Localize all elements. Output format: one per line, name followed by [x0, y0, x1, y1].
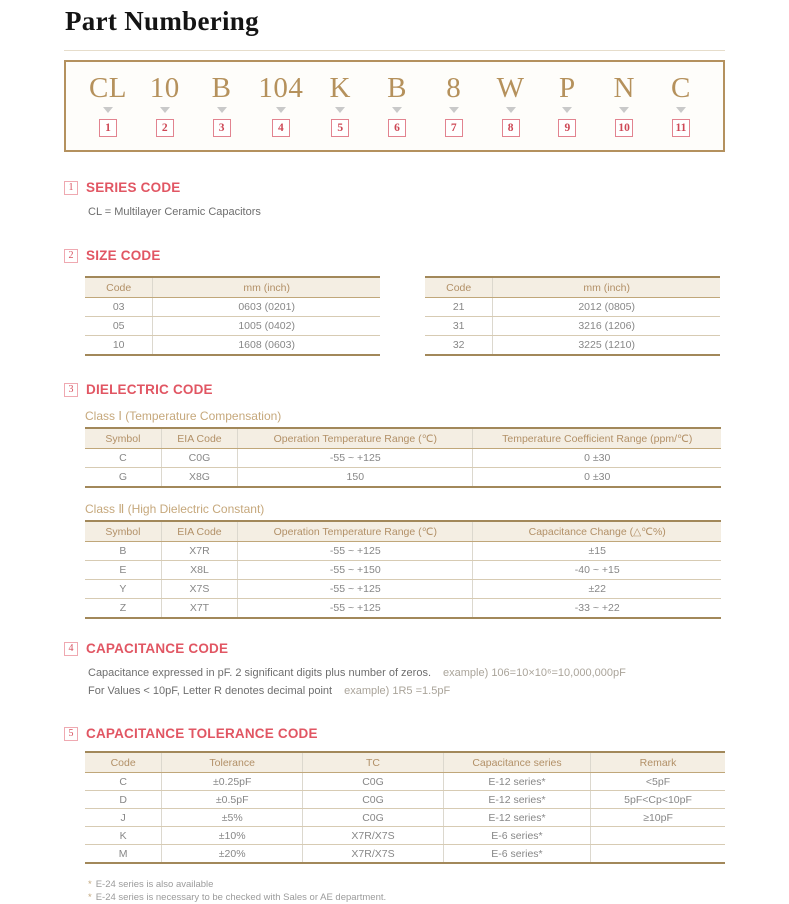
- table-cell: X8G: [161, 468, 237, 488]
- table-row: [425, 298, 720, 317]
- arrow-down-icon: [217, 107, 227, 113]
- column-header: Temperature Coefficient Range (ppm/℃): [473, 428, 721, 449]
- table-cell: B: [85, 542, 161, 561]
- table-row: [85, 561, 721, 580]
- table-cell: ±15: [473, 542, 721, 561]
- table-cell: C0G: [303, 791, 444, 809]
- table-cell: ±10%: [162, 827, 303, 845]
- table-cell: ≥10pF: [591, 809, 725, 827]
- arrow-down-icon: [392, 107, 402, 113]
- table-cell: ±5%: [162, 809, 303, 827]
- arrow-down-icon: [160, 107, 170, 113]
- arrow-down-icon: [619, 107, 629, 113]
- capacitance-example: example) 106=10×10⁶=10,000,000pF: [443, 667, 626, 679]
- table-row: [85, 449, 721, 468]
- part-number-segment: [320, 73, 360, 137]
- part-number-segment: [88, 73, 128, 137]
- footnotes: [88, 878, 725, 904]
- table-cell: 5pF<Cp<10pF: [591, 791, 725, 809]
- position-number: 4: [272, 119, 290, 137]
- series-description: CL = Multilayer Ceramic Capacitors: [88, 206, 261, 218]
- table-cell: ±20%: [162, 845, 303, 864]
- section-number-badge: 2: [64, 249, 78, 263]
- column-header: Remark: [591, 752, 725, 773]
- part-code: 104: [258, 72, 304, 104]
- position-number: 6: [388, 119, 406, 137]
- table-cell: 150: [238, 468, 473, 488]
- column-header: Capacitance series: [443, 752, 590, 773]
- divider: [64, 50, 725, 51]
- table-cell: -55 ~ +125: [238, 449, 473, 468]
- column-header: Operation Temperature Range (℃): [238, 521, 473, 542]
- class1-label: Class Ⅰ (Temperature Compensation): [85, 409, 282, 423]
- capacitance-example: example) 1R5 =1.5pF: [344, 685, 451, 697]
- arrow-down-icon: [676, 107, 686, 113]
- table-row: [85, 845, 725, 864]
- section-number-badge: 3: [64, 383, 78, 397]
- table-cell: 1005 (0402): [153, 317, 380, 336]
- table-row: [425, 317, 720, 336]
- table-row: [85, 773, 725, 791]
- section-header: [64, 641, 725, 656]
- section-number-badge: 5: [64, 727, 78, 741]
- column-header: mm (inch): [493, 277, 720, 298]
- part-number-segment: [547, 73, 587, 137]
- table-cell: E-12 series*: [443, 791, 590, 809]
- table-cell: E-6 series*: [443, 845, 590, 864]
- part-number-segment: [491, 73, 531, 137]
- table-cell: 0 ±30: [473, 449, 721, 468]
- column-header: Symbol: [85, 428, 161, 449]
- table-cell: X7R/X7S: [303, 827, 444, 845]
- section-header: [64, 180, 725, 195]
- table-row: [85, 809, 725, 827]
- table-cell: C0G: [303, 773, 444, 791]
- position-number: 10: [615, 119, 633, 137]
- table-cell: -55 ~ +125: [238, 599, 473, 619]
- column-header: Symbol: [85, 521, 161, 542]
- capacitance-rule: For Values < 10pF, Letter R denotes decimal point: [88, 685, 333, 697]
- position-number: 11: [672, 119, 690, 137]
- table-cell: 3225 (1210): [493, 336, 720, 356]
- part-number-segment: [145, 73, 185, 137]
- table-cell: 05: [85, 317, 153, 336]
- part-code: 8: [446, 72, 462, 104]
- size-tables: [85, 276, 725, 356]
- table-cell: 32: [452, 339, 465, 351]
- arrow-down-icon: [276, 107, 286, 113]
- arrow-down-icon: [449, 107, 459, 113]
- table-cell: ±0.5pF: [162, 791, 303, 809]
- table-cell: [591, 845, 725, 864]
- part-code: P: [559, 72, 576, 104]
- table-cell: -33 ~ +22: [473, 599, 721, 619]
- column-header: Capacitance Change (△℃%): [473, 521, 721, 542]
- section-size-code: [64, 248, 725, 356]
- column-header: mm (inch): [153, 277, 380, 298]
- size-table-right: [425, 276, 720, 356]
- arrow-down-icon: [562, 107, 572, 113]
- table-cell: -40 ~ +15: [473, 561, 721, 580]
- table-cell: G: [118, 471, 127, 483]
- table-cell: 1608 (0603): [153, 336, 380, 356]
- part-code: CL: [88, 72, 128, 104]
- table-cell: X7R: [161, 542, 237, 561]
- table-cell: Z: [119, 602, 127, 614]
- table-cell: X7R/X7S: [303, 845, 444, 864]
- table-cell: -55 ~ +150: [238, 561, 473, 580]
- table-cell: -55 ~ +125: [238, 542, 473, 561]
- table-row: [85, 599, 721, 619]
- part-code: W: [496, 72, 525, 104]
- class2-table: [85, 520, 721, 619]
- part-number-segment: [661, 73, 701, 137]
- table-cell: 3216 (1206): [493, 317, 720, 336]
- part-number-box: [64, 60, 725, 152]
- footnote-line: [88, 878, 725, 891]
- section-title: SERIES CODE: [86, 180, 181, 195]
- column-header: Code: [85, 752, 162, 773]
- arrow-down-icon: [103, 107, 113, 113]
- section-series-code: [64, 180, 725, 221]
- part-number-segment: [434, 73, 474, 137]
- part-number-segment: [202, 73, 242, 137]
- position-number: 3: [213, 119, 231, 137]
- part-code: B: [387, 72, 407, 104]
- table-cell: K: [85, 827, 162, 845]
- table-cell: J: [85, 809, 162, 827]
- table-cell: Y: [85, 580, 161, 599]
- position-number: 2: [156, 119, 174, 137]
- table-row: [425, 336, 720, 356]
- table-cell: X7T: [161, 599, 237, 619]
- table-cell: ±0.25pF: [162, 773, 303, 791]
- column-header: Code: [425, 277, 493, 298]
- part-code: N: [613, 72, 635, 104]
- table-row: [85, 542, 721, 561]
- section-number-badge: 1: [64, 181, 78, 195]
- part-number-segment: [377, 73, 417, 137]
- capacitance-line-2: [88, 682, 725, 700]
- column-header: TC: [303, 752, 444, 773]
- table-cell: 21: [425, 298, 493, 317]
- position-number: 1: [99, 119, 117, 137]
- table-cell: C: [85, 449, 161, 468]
- footnote-line: [88, 891, 725, 904]
- section-header: [64, 248, 725, 263]
- table-row: [85, 827, 725, 845]
- column-header: EIA Code: [161, 428, 237, 449]
- table-row: [85, 336, 380, 356]
- section-dielectric-code: [64, 382, 725, 619]
- table-cell: [591, 827, 725, 845]
- page-title: Part Numbering: [65, 6, 259, 36]
- position-number: 7: [445, 119, 463, 137]
- position-number: 5: [331, 119, 349, 137]
- table-row: [85, 580, 721, 599]
- part-code: 10: [149, 72, 180, 104]
- footnote-text: E-24 series is necessary to be checked with Sales or AE department.: [95, 892, 387, 903]
- table-row: [85, 317, 380, 336]
- asterisk-icon: *: [88, 879, 92, 890]
- section-title: DIELECTRIC CODE: [86, 382, 213, 397]
- size-table-left: [85, 276, 380, 356]
- arrow-down-icon: [506, 107, 516, 113]
- table-cell: E-12 series*: [443, 809, 590, 827]
- class2-label: Class Ⅱ (High Dielectric Constant): [85, 502, 265, 516]
- table-cell: 31: [425, 317, 493, 336]
- table-cell: M: [118, 847, 128, 860]
- table-row: [85, 791, 725, 809]
- section-header: [64, 726, 725, 741]
- table-cell: E-6 series*: [443, 827, 590, 845]
- table-cell: 0603 (0201): [153, 298, 380, 317]
- table-row: [85, 298, 380, 317]
- table-cell: 2012 (0805): [493, 298, 720, 317]
- table-cell: C0G: [161, 449, 237, 468]
- section-number-badge: 4: [64, 642, 78, 656]
- table-cell: E-12 series*: [443, 773, 590, 791]
- part-code: K: [329, 72, 351, 104]
- section-title: SIZE CODE: [86, 248, 161, 263]
- table-cell: 03: [85, 298, 153, 317]
- table-cell: X7S: [161, 580, 237, 599]
- column-header: Tolerance: [162, 752, 303, 773]
- part-code: B: [211, 72, 232, 104]
- part-number-segment: [258, 73, 303, 137]
- table-cell: ±22: [473, 580, 721, 599]
- table-cell: D: [85, 791, 162, 809]
- arrow-down-icon: [335, 107, 345, 113]
- column-header: EIA Code: [161, 521, 237, 542]
- table-cell: 10: [112, 339, 125, 351]
- table-row: [85, 468, 721, 488]
- section-title: CAPACITANCE TOLERANCE CODE: [86, 726, 318, 741]
- footnote-text: E-24 series is also available: [95, 879, 214, 890]
- part-number-segment: [604, 73, 644, 137]
- table-cell: C: [85, 773, 162, 791]
- column-header: Operation Temperature Range (℃): [238, 428, 473, 449]
- table-cell: <5pF: [591, 773, 725, 791]
- table-cell: X8L: [161, 561, 237, 580]
- position-number: 8: [502, 119, 520, 137]
- section-header: [64, 382, 725, 397]
- capacitance-rule: Capacitance expressed in pF. 2 significant digits plus number of zeros.: [88, 667, 432, 679]
- class1-table: [85, 427, 721, 488]
- table-cell: E: [85, 561, 161, 580]
- section-title: CAPACITANCE CODE: [86, 641, 229, 656]
- position-number: 9: [558, 119, 576, 137]
- table-cell: -55 ~ +125: [238, 580, 473, 599]
- column-header: Code: [85, 277, 153, 298]
- tolerance-table: [85, 751, 725, 864]
- capacitance-line-1: [88, 664, 725, 682]
- table-cell: 0 ±30: [473, 468, 721, 488]
- asterisk-icon: *: [88, 892, 92, 903]
- part-code: C: [671, 72, 691, 104]
- section-tolerance-code: [64, 726, 725, 904]
- table-cell: C0G: [303, 809, 444, 827]
- section-capacitance-code: [64, 641, 725, 700]
